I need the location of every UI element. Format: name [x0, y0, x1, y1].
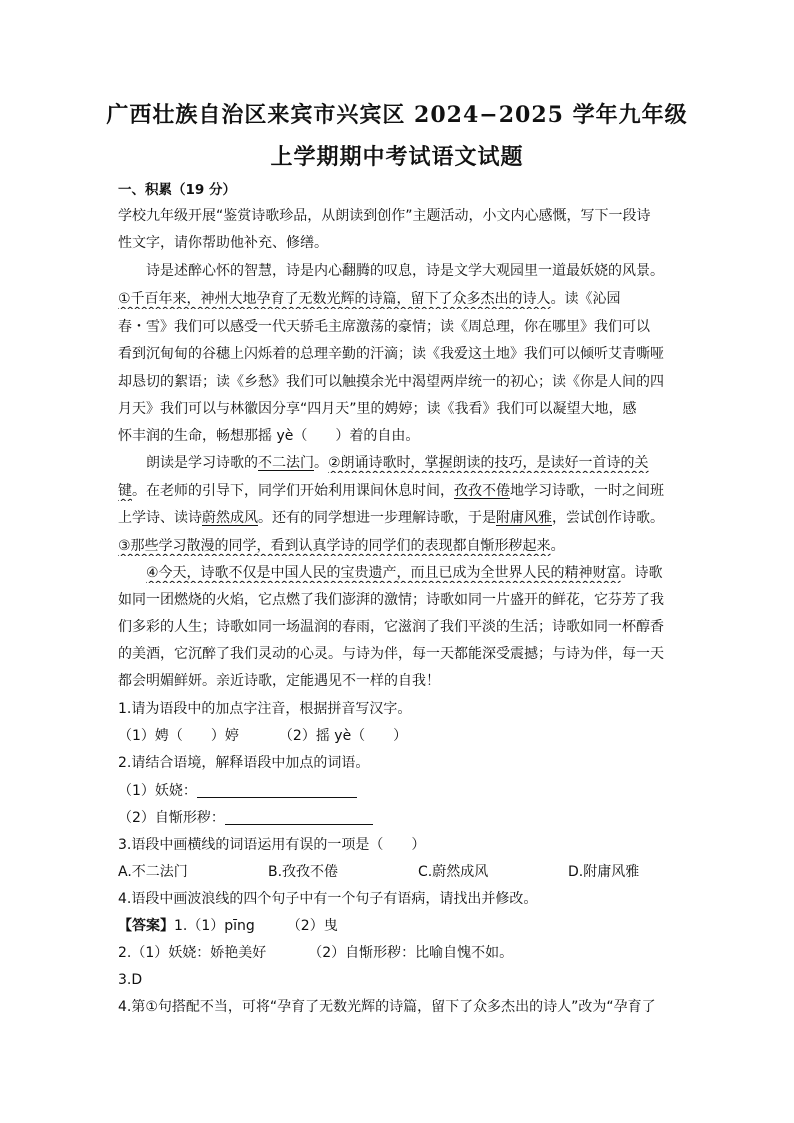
passage-line: 诗是述醉心怀的智慧，诗是内心翻腾的叹息，诗是文学大观园里一道最妖娆的风景。 [146, 263, 664, 279]
exam-title-line1: 广西壮族自治区来宾市兴宾区 2024−2025 学年九年级 [106, 102, 688, 128]
question-1-parts [118, 726, 678, 746]
question-1-part-a: （1）娉（ ）婷 [118, 728, 239, 744]
intro-line: 性文字，请你帮助他补充、修缮。 [118, 235, 328, 251]
answer-line [118, 916, 678, 936]
passage-text: ，尝试创作诗歌。 [552, 510, 664, 526]
answer-text: 2.（1）妖娆：娇艳美好 [118, 945, 267, 961]
passage-line [118, 481, 678, 501]
question-2-stem: 2.请结合语境，解释语段中加点的词语。 [118, 755, 370, 771]
passage-line: 怀丰润的生命，畅想那摇 yè（ ）着的自由。 [118, 428, 420, 444]
wavy-sentence-2: ②朗诵诗歌时，掌握朗读的技巧，是读好一首诗的关 [328, 455, 649, 471]
option-b[interactable]: B.孜孜不倦 [268, 864, 339, 880]
passage-line: 的美酒，它沉醉了我们灵动的心灵。与诗为伴，每一天都能深受震撼；与诗为伴，每一天 [118, 646, 664, 662]
passage-text: 。在老师的引导下，同学们开始利用课间休息时间， [132, 483, 454, 499]
passage-text: 朗读是学习诗歌的 [146, 455, 258, 471]
passage-line: 们多彩的人生；诗歌如同一场温润的春雨，它滋润了我们平淡的生活；诗歌如同一杯醇香 [118, 619, 664, 635]
question-2-label-a: （1）妖娆： [118, 783, 197, 799]
answer-blank[interactable] [197, 783, 357, 798]
passage-text: 上学诗、读诗 [118, 510, 202, 526]
answer-line: 3.D [118, 972, 143, 988]
wavy-sentence-2-end: 键 [118, 483, 132, 499]
passage-text: 。 [314, 455, 328, 471]
option-d[interactable]: D.附庸风雅 [568, 864, 640, 880]
answer-line [118, 943, 678, 963]
passage-line [118, 508, 678, 528]
option-a[interactable]: A.不二法门 [118, 864, 188, 880]
question-3-options [118, 862, 678, 882]
passage-line [118, 289, 678, 309]
passage-line [118, 536, 678, 556]
wavy-sentence-1: ①千百年来，神州大地孕育了无数光辉的诗篇，留下了众多杰出的诗人 [118, 291, 551, 307]
passage-text: 。读《沁园 [550, 291, 621, 307]
answer-text: 1.（1）pīng [174, 918, 255, 934]
question-1-part-b: （2）摇 yè（ ） [278, 728, 408, 744]
passage-line [118, 453, 706, 473]
answer-label: 【答案】 [118, 918, 174, 934]
passage-text: 。还有的同学想进一步理解诗歌，于是 [258, 510, 496, 526]
underlined-term: 孜孜不倦 [454, 483, 510, 499]
intro-line: 学校九年级开展“鉴赏诗歌珍品，从朗读到创作”主题活动，小文内心感慨，写下一段诗 [118, 208, 651, 224]
question-1-stem: 1.请为语段中的加点字注音，根据拼音写汉字。 [118, 701, 412, 717]
underlined-term: 附庸风雅 [496, 510, 552, 526]
section-heading: 一、积累（19 分） [118, 182, 236, 198]
passage-text: 。诗歌 [620, 565, 663, 581]
underlined-term: 不二法门 [258, 455, 314, 471]
wavy-sentence-4: ④今天，诗歌不仅是中国人民的宝贵遗产，而且已成为全世界人民的精神财富 [146, 565, 621, 581]
exam-title-line2: 上学期期中考试语文试题 [270, 144, 524, 170]
passage-line: 看到沉甸甸的谷穗上闪烁着的总理辛勤的汗滴；读《我爱这土地》我们可以倾听艾青嘶哑 [118, 346, 664, 362]
question-2-part-b [118, 808, 678, 828]
answer-text: （2）曳 [286, 918, 338, 934]
passage-line: 都会明媚鲜妍。亲近诗歌，定能遇见不一样的自我！ [118, 673, 440, 689]
passage-line: 如同一团燃烧的火焰，它点燃了我们澎湃的激情；诗歌如同一片盛开的鲜花，它芬芳了我 [118, 592, 664, 608]
question-4-stem: 4.语段中画波浪线的四个句子中有一个句子有语病，请找出并修改。 [118, 891, 538, 907]
underlined-term: 蔚然成风 [202, 510, 258, 526]
passage-line: 月天》我们可以与林徽因分享“四月天”里的娉婷；读《我看》我们可以凝望大地，感 [118, 401, 637, 417]
option-c[interactable]: C.蔚然成风 [418, 864, 489, 880]
question-2-label-b: （2）自惭形秽： [118, 810, 225, 826]
wavy-sentence-3: ③那些学习散漫的同学，看到认真学诗的同学们的表现都自惭形秽起来 [118, 538, 551, 554]
passage-line [118, 563, 706, 583]
passage-line: 却恳切的絮语；读《乡愁》我们可以触摸余光中渴望两岸统一的初心；读《你是人间的四 [118, 374, 664, 390]
passage-text: 。 [550, 538, 565, 554]
answer-line: 4.第①句搭配不当，可将“孕育了无数光辉的诗篇，留下了众多杰出的诗人”改为“孕育了 [118, 999, 656, 1015]
passage-line: 春・雪》我们可以感受一代天骄毛主席激荡的豪情；读《周总理，你在哪里》我们可以 [118, 319, 650, 335]
question-2-part-a [118, 781, 678, 801]
question-3-stem: 3.语段中画横线的词语运用有误的一项是（ ） [118, 837, 426, 853]
answer-blank[interactable] [225, 810, 373, 825]
passage-text: 地学习诗歌，一时之间班 [510, 483, 664, 499]
answer-text: （2）自惭形秽：比喻自愧不如。 [308, 945, 514, 961]
